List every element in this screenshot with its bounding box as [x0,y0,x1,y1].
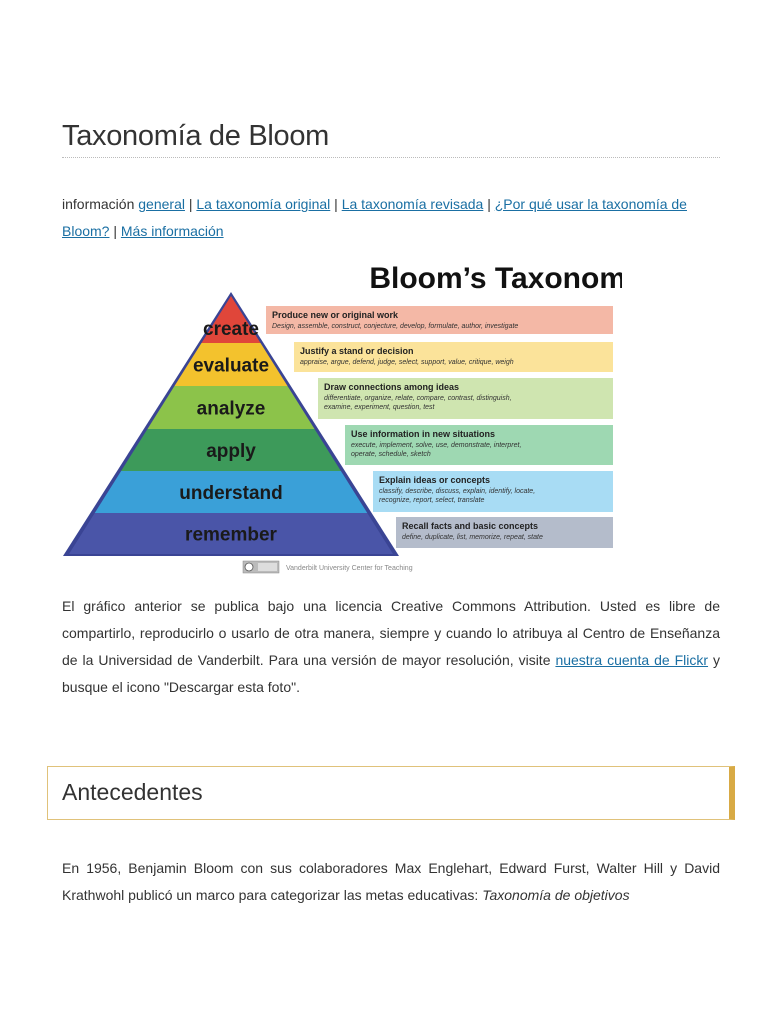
license-paragraph [62,593,720,701]
pyramid-level-label: apply [206,441,256,462]
figure-heading: Bloom’s Taxonomy [369,262,622,295]
nav-link-original[interactable]: La taxonomía original [196,196,331,212]
nav-separator: | [184,196,197,212]
nav-separator: | [330,196,342,212]
level-description-title: Justify a stand or decision [300,346,414,356]
level-description-title: Draw connections among ideas [324,382,460,392]
background-text: En 1956, Benjamin Bloom con sus colaboradores Max Englehart, Edward Furst, Walter Hill y David Krathwohl publicó un marco para categorizar las metas educativas: [62,860,720,903]
nav-link-more[interactable]: Más información [120,223,224,239]
level-description-verbs: appraise, argue, defend, judge, select, support, value, critique, weigh [300,359,514,366]
license-text: El gráfico anterior se publica bajo una licencia Creative Commons Attribution. Usted es libre de compartirlo, reproducirlo o usarlo de otra manera, siempre y cuando lo atribuya al Centro de Enseñanza de la Universidad de Vanderbilt. Para una versión de mayor resolución, visite [62,598,720,668]
pyramid-level-label: analyze [196,398,266,420]
level-description-title: Use information in new situations [351,429,496,439]
figure-credit: Vanderbilt University Center for Teaching [286,565,413,572]
section-heading: Antecedentes [62,779,203,805]
level-description-verbs: execute, implement, solve, use, demonstrate, interpret, operate, schedule, sketch [351,442,522,458]
level-description-title: Recall facts and basic concepts [402,521,539,531]
level-description-verbs: classify, describe, discuss, explain, identify, locate, recognize, report, select, translate [379,488,536,504]
section-header-antecedentes [47,766,735,820]
nav-link-general[interactable]: general [138,196,185,212]
nav-prefix: información [62,196,135,212]
page-title: Taxonomía de Bloom [62,120,720,158]
cc-by-badge [243,561,279,573]
level-description-verbs: differentiate, organize, relate, compare, contrast, distinguish, examine, experiment, question, test [324,395,512,411]
book-title: Taxonomía de objetivos [482,887,630,903]
level-description-verbs: define, duplicate, list, memorize, repeat, state [402,534,543,541]
background-paragraph [62,855,720,909]
level-description-verbs: Design, assemble, construct, conjecture, develop, formulate, author, investigate [272,323,519,330]
topic-nav [62,191,720,245]
nav-link-why[interactable]: ¿Por qué usar la taxonomía de Bloom? [62,196,687,239]
pyramid-level-label: remember [185,524,277,546]
pyramid-level-label: understand [179,483,283,504]
pyramid-level-label: create [203,319,259,340]
nav-separator: | [109,223,121,239]
pyramid-diagram [62,256,622,576]
flickr-link[interactable]: nuestra cuenta de Flickr [555,652,709,668]
pyramid-level-label: evaluate [192,355,270,377]
level-description-title: Explain ideas or concepts [379,475,491,485]
nav-link-revised[interactable]: La taxonomía revisada [341,196,484,212]
license-text-end: y busque el icono "Descargar esta foto". [62,652,721,695]
level-description-title: Produce new or original work [272,310,399,320]
blooms-taxonomy-figure [62,256,622,576]
nav-separator: | [483,196,495,212]
